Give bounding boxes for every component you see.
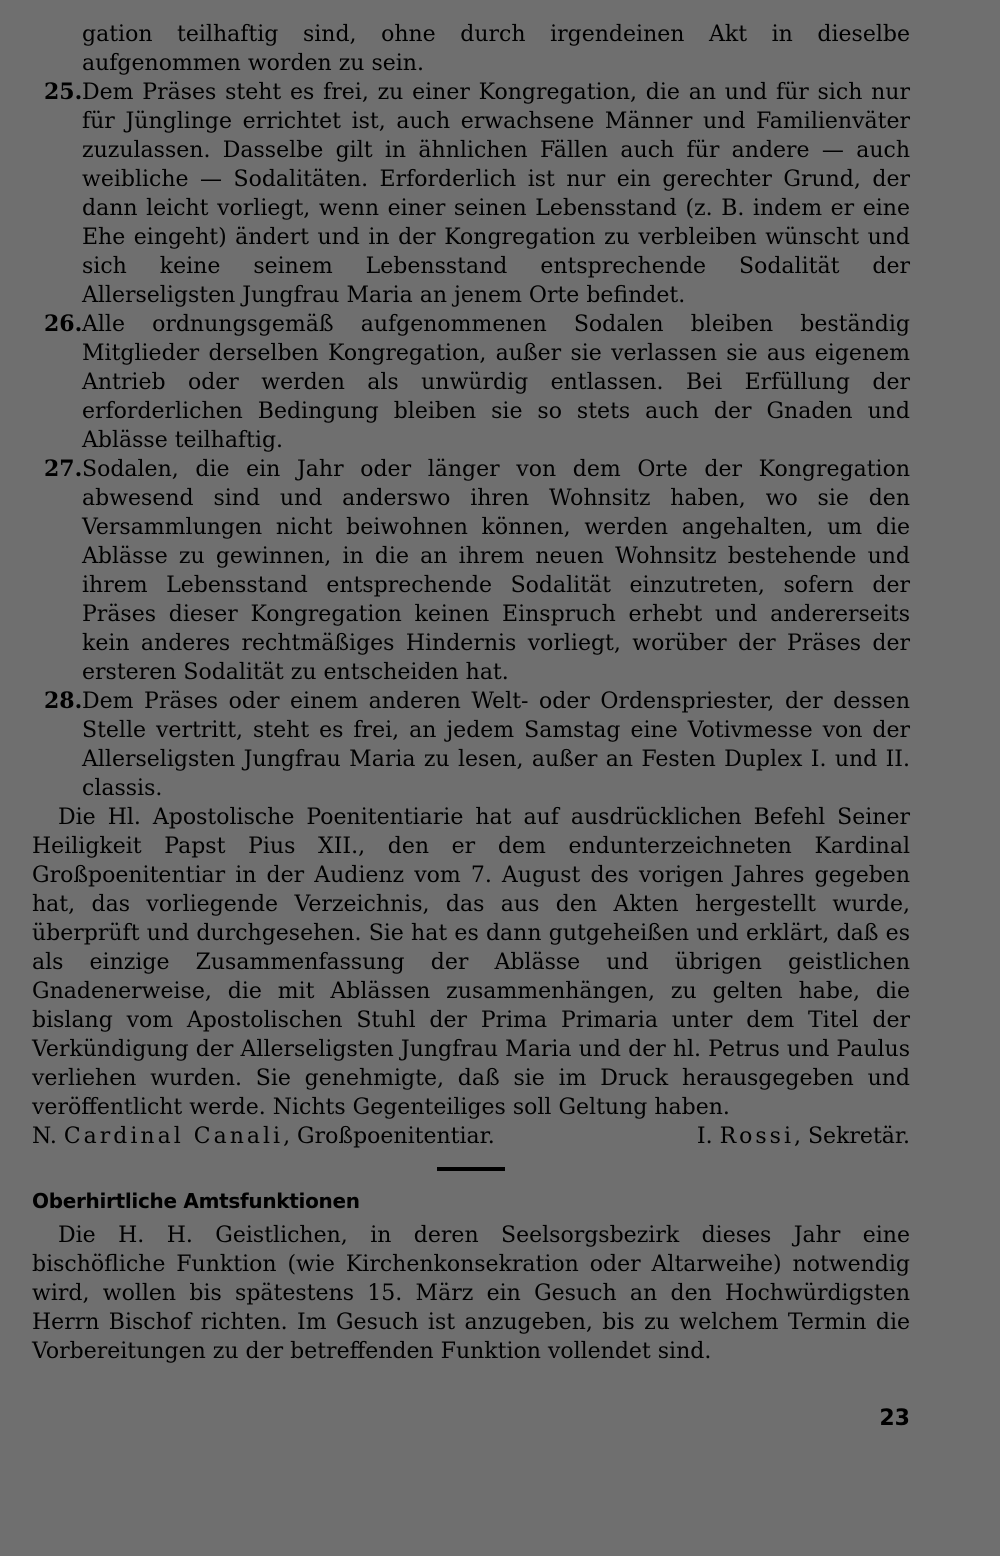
section-heading: Oberhirtliche Amtsfunktionen — [32, 1189, 360, 1213]
list-item-27 — [32, 455, 910, 687]
list-item-28 — [32, 687, 910, 803]
signature-left-name: Cardinal Canali — [63, 1124, 284, 1149]
list-item-26 — [32, 310, 910, 455]
item-number: 28. — [44, 688, 83, 714]
intro-continuation: gation teilhaftig sind, ohne durch irgendeinen Akt in dieselbe aufgenommen worden zu sein. — [82, 22, 910, 76]
signature-right-name: Rossi — [719, 1124, 794, 1149]
signature-right-title: , Sekretär. — [794, 1124, 910, 1149]
closing-paragraph: Die Hl. Apostolische Poenitentiarie hat auf ausdrücklichen Befehl Seiner Heiligkeit Papst Pius XII., den er dem endunterzeichneten Kardinal Großpoenitentiar in der Audienz vom 7. August des vorigen Jahres gegeben hat, das vorliegende Verzeichnis, das aus den Akten hergestellt wurde, überprüft und durchgesehen. Sie hat es dann gutgeheißen und erklärt, daß es als einzige Zusammenfassung der Ablässe und übrigen geistlichen Gnadenerweise, die mit Ablässen zusammenhängen, zu gelten habe, die bislang vom Apostolischen Stuhl der Prima Primaria unter dem Titel der Verkündigung der Allerseligsten Jungfrau Maria und der hl. Petrus und Paulus verliehen wurden. Sie genehmigte, daß sie im Druck herausgegeben und veröffentlicht werde. Nichts Gegenteiliges soll Geltung haben. — [32, 805, 910, 1120]
signature-left-prefix: N. — [32, 1124, 57, 1149]
item-number: 26. — [44, 311, 83, 337]
section-paragraph: Die H. H. Geistlichen, in deren Seelsorgsbezirk dieses Jahr eine bischöfliche Funktion (wie Kirchenkonsekration oder Altarweihe) notwendig wird, wollen bis spätestens 15. März ein Gesuch an den Hochwürdigsten Herrn Bischof richten. Im Gesuch ist anzugeben, bis zu welchem Termin die Vorbereitungen zu der betreffenden Funktion vollendet sind. — [32, 1223, 910, 1364]
item-text: Sodalen, die ein Jahr oder länger von dem Orte der Kongregation abwesend sind und anderswo ihren Wohnsitz haben, wo sie den Versammlungen nicht beiwohnen können, werden angehalten, um die Ablässe zu gewinnen, in die an ihrem neuen Wohnsitz bestehende und ihrem Lebensstand entsprechende Sodalität einzutreten, sofern der Präses dieser Kongregation keinen Einspruch erhebt und andererseits kein anderes rechtmäßiges Hindernis vorliegt, worüber der Präses der ersteren Sodalität zu entscheiden hat. — [82, 457, 910, 685]
item-number: 25. — [44, 79, 83, 105]
item-text: Dem Präses oder einem anderen Welt- oder Ordenspriester, der dessen Stelle vertritt, steht es frei, an jedem Samstag eine Votivmesse von der Allerseligsten Jungfrau Maria zu lesen, außer an Festen Duplex I. und II. classis. — [82, 689, 910, 801]
signature-left — [32, 1122, 495, 1151]
document-page — [32, 20, 910, 1540]
signature-line — [32, 1122, 910, 1151]
signature-left-title: , Großpoenitentiar. — [283, 1124, 495, 1149]
page-number: 23 — [879, 1406, 910, 1431]
item-number: 27. — [44, 456, 83, 482]
signature-right-prefix: I. — [696, 1124, 713, 1149]
section-divider — [437, 1167, 505, 1171]
list-item-25 — [32, 78, 910, 310]
signature-right — [697, 1122, 910, 1151]
item-text: Dem Präses steht es frei, zu einer Kongregation, die an und für sich nur für Jünglinge errichtet ist, auch erwachsene Männer und Familienväter zuzulassen. Dasselbe gilt in ähnlichen Fällen auch für andere — auch weibliche — Sodalitäten. Erforderlich ist nur ein gerechter Grund, der dann leicht vorliegt, wenn einer seinen Lebensstand (z. B. indem er eine Ehe eingeht) ändert und in der Kongregation zu verbleiben wünscht und sich keine seinem Lebensstand entsprechende Sodalität der Allerseligsten Jungfrau Maria an jenem Orte befindet. — [82, 80, 910, 308]
item-text: Alle ordnungsgemäß aufgenommenen Sodalen bleiben beständig Mitglieder derselben Kongregation, außer sie verlassen sie aus eigenem Antrieb oder werden als unwürdig entlassen. Bei Erfüllung der erforderlichen Bedingung bleiben sie so stets auch der Gnaden und Ablässe teilhaftig. — [82, 312, 910, 453]
